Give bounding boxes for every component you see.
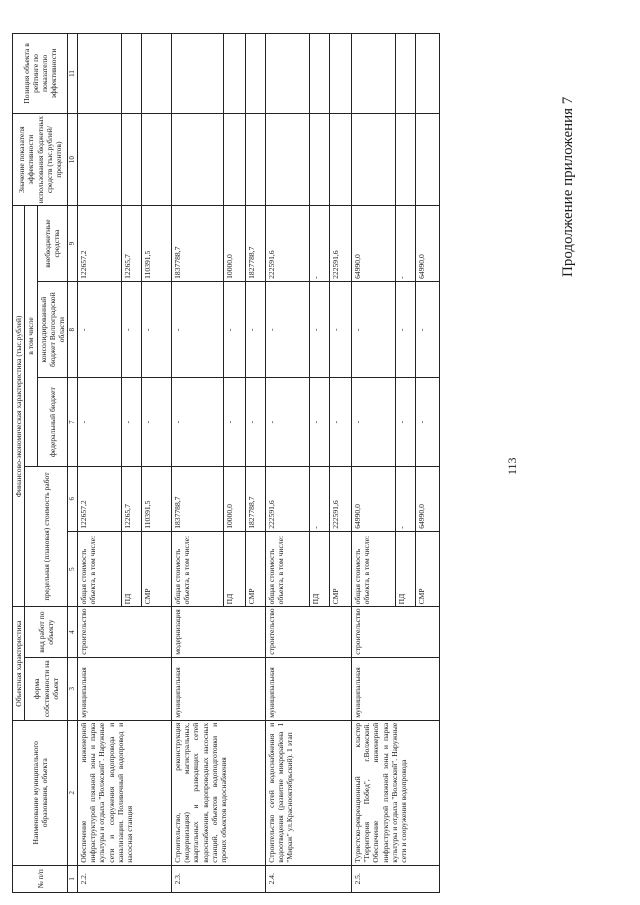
header-work-type: вид работ по объекту	[25, 607, 68, 657]
federal-value: -	[141, 378, 171, 466]
extra-budget-value: 10000,0	[223, 206, 245, 282]
header-finance-group: Финансово-экономическая характеристика (тыс.рублей)	[13, 206, 25, 607]
total-value: 1837788,7	[171, 466, 223, 531]
header-num: № п/п	[13, 865, 68, 892]
cost-label: ПД	[309, 531, 329, 607]
total-value: 10000,0	[223, 466, 245, 531]
total-value: 110391,5	[141, 466, 171, 531]
rating-cell	[329, 34, 351, 114]
table-row	[171, 34, 223, 893]
ownership-cell: муниципальная	[171, 657, 265, 720]
extra-budget-value: -	[309, 206, 329, 282]
efficiency-cell	[245, 113, 265, 205]
col-number: 1	[68, 865, 78, 892]
efficiency-cell	[121, 113, 141, 205]
consolidated-value: -	[395, 281, 415, 378]
efficiency-cell	[309, 113, 329, 205]
work-type-cell: строительство	[351, 607, 439, 657]
consolidated-value: -	[77, 281, 121, 378]
efficiency-cell	[395, 113, 415, 205]
work-type-cell: строительство	[265, 607, 351, 657]
total-value: 12265,7	[121, 466, 141, 531]
header-extra-budget: внебюджетные средства	[37, 206, 68, 282]
col-number: 8	[68, 281, 78, 378]
rating-cell	[171, 34, 223, 114]
federal-value: -	[265, 378, 309, 466]
cost-label: общая стоимость объекта, в том числе:	[77, 531, 121, 607]
total-value: 64990,0	[351, 466, 395, 531]
col-number: 4	[68, 607, 78, 657]
consolidated-value: -	[171, 281, 223, 378]
efficiency-cell	[171, 113, 223, 205]
total-value: 222591,6	[265, 466, 309, 531]
header-consolidated: консолидированный бюджет Волгоградской области	[37, 281, 68, 378]
efficiency-cell	[329, 113, 351, 205]
consolidated-value: -	[309, 281, 329, 378]
header-federal: федеральный бюджет	[37, 378, 68, 466]
cost-label: общая стоимость объекта, в том числе:	[351, 531, 395, 607]
federal-value: -	[415, 378, 439, 466]
efficiency-cell	[141, 113, 171, 205]
work-type-cell: модернизация	[171, 607, 265, 657]
efficiency-cell	[351, 113, 395, 205]
page-number: 113	[505, 457, 519, 475]
total-value: -	[395, 466, 415, 531]
table-row	[351, 34, 395, 893]
extra-budget-value: 222591,6	[329, 206, 351, 282]
row-number: 2.4.	[265, 865, 351, 892]
federal-value: -	[395, 378, 415, 466]
col-number: 9	[68, 206, 78, 282]
rating-cell	[245, 34, 265, 114]
rating-cell	[77, 34, 121, 114]
col-number: 6	[68, 466, 78, 531]
extra-budget-value: -	[395, 206, 415, 282]
extra-budget-value: 64990,0	[415, 206, 439, 282]
cost-label: СМР	[245, 531, 265, 607]
consolidated-value: -	[245, 281, 265, 378]
header-including: в том числе	[25, 206, 37, 466]
ownership-cell: муниципальная	[77, 657, 171, 720]
efficiency-cell	[77, 113, 121, 205]
header-ownership: форма собственности на объект	[25, 657, 68, 720]
rating-cell	[415, 34, 439, 114]
table-row	[265, 34, 309, 893]
col-number: 10	[68, 113, 78, 205]
cost-label: общая стоимость объекта, в том числе:	[171, 531, 223, 607]
rating-cell	[395, 34, 415, 114]
col-number: 2	[68, 720, 78, 865]
consolidated-value: -	[415, 281, 439, 378]
rating-cell	[141, 34, 171, 114]
federal-value: -	[121, 378, 141, 466]
ownership-cell: муниципальная	[265, 657, 351, 720]
total-value: 64990,0	[415, 466, 439, 531]
consolidated-value: -	[265, 281, 309, 378]
efficiency-cell	[223, 113, 245, 205]
extra-budget-value: 110391,5	[141, 206, 171, 282]
header-plan-cost: предельная (плановая) стоимость работ	[25, 466, 68, 607]
cost-label: ПД	[121, 531, 141, 607]
header-efficiency: Значение показателя эффективности использования бюджетных средств (тыс.рублей/процентов)	[13, 113, 68, 205]
consolidated-value: -	[141, 281, 171, 378]
row-number: 2.2.	[77, 865, 171, 892]
extra-budget-value: 12265,7	[121, 206, 141, 282]
rating-cell	[265, 34, 309, 114]
cost-label: ПД	[223, 531, 245, 607]
federal-value: -	[171, 378, 223, 466]
extra-budget-value: 1827788,7	[245, 206, 265, 282]
work-type-cell: строительство	[77, 607, 171, 657]
extra-budget-value: 122657,2	[77, 206, 121, 282]
col-number: 3	[68, 657, 78, 720]
federal-value: -	[223, 378, 245, 466]
total-value: 1827788,7	[245, 466, 265, 531]
row-number: 2.3.	[171, 865, 265, 892]
consolidated-value: -	[121, 281, 141, 378]
rating-cell	[351, 34, 395, 114]
cost-label: СМР	[329, 531, 351, 607]
cost-label: общая стоимость объекта, в том числе:	[265, 531, 309, 607]
object-name: Строительство, реконструкция (модернизация) магистральных, квартальных и разводящих сетей водоснабжения, водопроводных насосных станций, объектов водоподготовки и прочих объектов водоснабжения	[171, 720, 265, 865]
cost-label: СМР	[141, 531, 171, 607]
col-number: 11	[68, 34, 78, 114]
federal-value: -	[309, 378, 329, 466]
federal-value: -	[245, 378, 265, 466]
ownership-cell: муниципальная	[351, 657, 439, 720]
header-rating: Позиция объекта в рейтинге по показателю эффективности	[13, 34, 68, 114]
consolidated-value: -	[351, 281, 395, 378]
total-value: -	[309, 466, 329, 531]
object-name: Строительство сетей водоснабжения и водоотведения (развитие микрорайона 1 "Мираж" ул.Краснооктябрьский). 1 этап	[265, 720, 351, 865]
federal-value: -	[351, 378, 395, 466]
row-number: 2.5.	[351, 865, 439, 892]
extra-budget-value: 222591,6	[265, 206, 309, 282]
col-number: 5	[68, 531, 78, 607]
efficiency-cell	[265, 113, 309, 205]
object-name: Туристско-рекреационный кластер "Территория Побед", г.Волжский. Обеспечение инженерной инфраструктурой пляжной зоны и парка культуры и отдыха "Волжский". Наружные сети и сооружения водопровода	[351, 720, 439, 865]
total-value: 122657,2	[77, 466, 121, 531]
table-body	[77, 34, 439, 893]
header-name: Наименование муниципального образования, объекта	[13, 720, 68, 865]
col-number: 7	[68, 378, 78, 466]
rating-cell	[121, 34, 141, 114]
cost-label: ПД	[395, 531, 415, 607]
rating-cell	[223, 34, 245, 114]
rating-cell	[309, 34, 329, 114]
extra-budget-value: 64990,0	[351, 206, 395, 282]
consolidated-value: -	[223, 281, 245, 378]
federal-value: -	[329, 378, 351, 466]
extra-budget-value: 1837788,7	[171, 206, 223, 282]
finance-table	[12, 33, 440, 893]
cost-label: СМР	[415, 531, 439, 607]
federal-value: -	[77, 378, 121, 466]
consolidated-value: -	[329, 281, 351, 378]
object-name: Обеспечение инженерной инфраструктурой пляжной зоны и парка культуры и отдыха "Волжский". Наружные сети и сооружения водопровода и канализации. Поливочный водопровод и насосная станция	[77, 720, 171, 865]
efficiency-cell	[415, 113, 439, 205]
continuation-title: Продолжение приложения 7	[560, 96, 576, 277]
total-value: 222591,6	[329, 466, 351, 531]
table-row	[77, 34, 121, 893]
header-object-group: Объектная характеристика	[13, 607, 25, 720]
